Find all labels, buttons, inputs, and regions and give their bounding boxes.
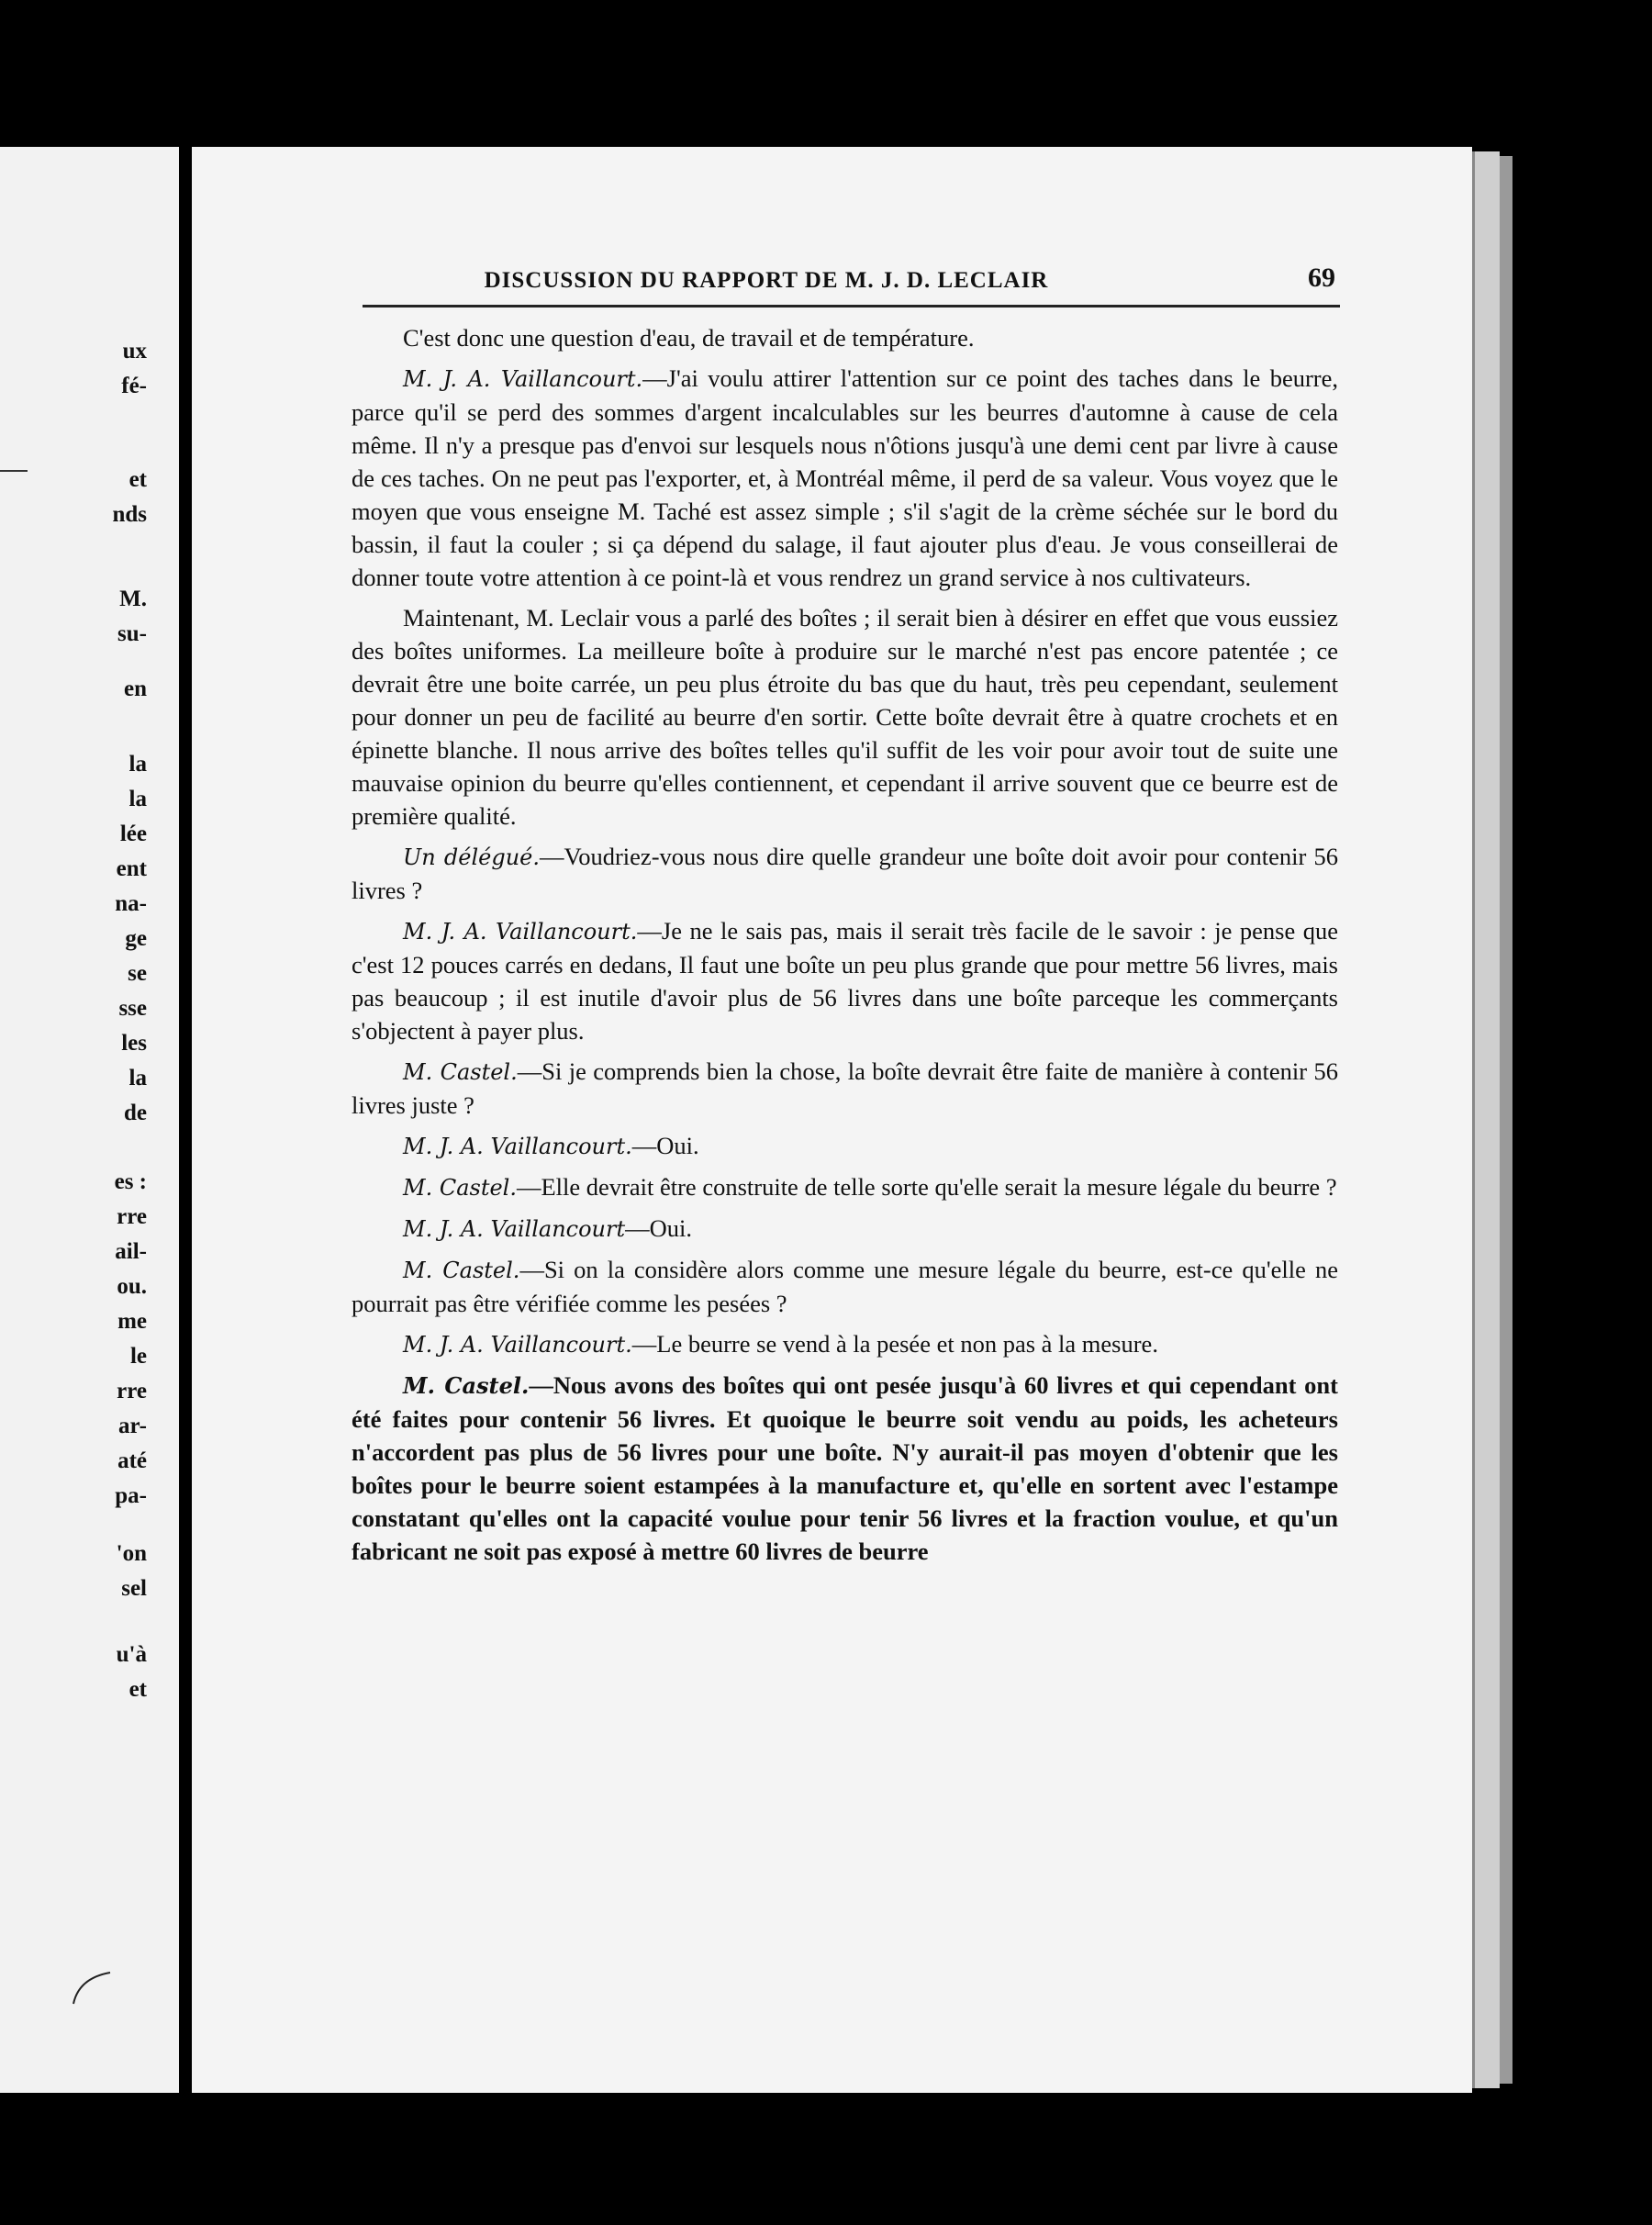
- paragraph-text: —Oui.: [631, 1132, 699, 1159]
- pencil-mark-icon: [72, 1969, 113, 2006]
- running-title: DISCUSSION DU RAPPORT DE M. J. D. LECLAIR: [484, 268, 1049, 293]
- paragraph: [352, 1369, 1338, 1568]
- facing-page-text-fragments: [0, 147, 147, 2093]
- facing-page-fragment: de: [124, 1101, 147, 1125]
- facing-page-fragment: et: [128, 1677, 147, 1702]
- speaker-name: M. J. A. Vaillancourt.: [403, 1134, 632, 1159]
- page-edge-shadow: [1500, 156, 1512, 2084]
- facing-page-fragment: pa-: [115, 1483, 147, 1508]
- facing-page-fragment: 'on: [116, 1541, 147, 1566]
- facing-page-fragment: na-: [115, 891, 147, 916]
- header-rule: [363, 305, 1340, 307]
- facing-page-fragment: rre: [117, 1204, 147, 1229]
- facing-page-fragment: le: [129, 1344, 147, 1369]
- facing-page-fragment: su-: [117, 621, 147, 646]
- facing-page-fragment: ge: [125, 926, 147, 951]
- paragraph: [352, 1170, 1338, 1204]
- paragraph: [352, 362, 1338, 594]
- facing-page-fragment: ar-: [118, 1414, 147, 1438]
- speaker-name: M. J. A. Vaillancourt.: [403, 919, 638, 945]
- paragraph-text: —Le beurre se vend à la pesée et non pas à la mesure.: [631, 1330, 1158, 1358]
- facing-page-fragment: ail-: [115, 1239, 147, 1264]
- paragraph: [352, 1129, 1338, 1163]
- facing-page-fragment: lée: [119, 822, 147, 846]
- paragraph-text: Maintenant, M. Leclair vous a parlé des boîtes ; il serait bien à désirer en effet que vous eussiez des boîtes uniformes. La meilleure boîte à produire sur le marché n'est pas encore patentée ; ce devrait être une boite carrée, un peu plus étroite du bas que du haut, très peu cependant, seulement pour donner un peu de facilité au beurre d'en sortir. Cette boîte devrait être à quatre crochets et en épinette blanche. Il nous arrive des boîtes telles qu'il suffit de les voir pour avoir tout de suite une mauvaise opinion du beurre qu'elles contiennent, et cependant il arrive souvent que ce beurre est de première qualité.: [352, 604, 1338, 830]
- facing-page-fragment: nds: [112, 502, 147, 527]
- paragraph-text: —Je ne le sais pas, mais il serait très facile de le savoir : je pense que c'est 12 pouces carrés en dedans, Il faut une boîte un peu plus grande que pour mettre 56 livres, mais pas beaucoup ; il est inutile d'avoir plus de 56 livres dans une boîte parceque les commerçants s'objectent à payer plus.: [352, 917, 1339, 1045]
- book-gutter: [179, 147, 192, 2093]
- facing-page-fragment: la: [128, 1066, 147, 1090]
- paragraph: [352, 601, 1338, 833]
- speaker-name: M. J. A. Vaillancourt.: [403, 366, 643, 392]
- paragraph-text: —Si on la considère alors comme une mesure légale du beurre, est-ce qu'elle ne pourrait pas être vérifiée comme les pesées ?: [352, 1256, 1338, 1317]
- paragraph: [352, 1055, 1338, 1122]
- speaker-name: M. J. A. Vaillancourt: [403, 1216, 626, 1242]
- facing-page-fragment: es :: [114, 1169, 147, 1194]
- facing-page-fragment: rre: [117, 1379, 147, 1403]
- speaker-name: M. Castel.: [403, 1258, 520, 1283]
- page-edge: [1472, 151, 1500, 2088]
- paragraph-text: —Oui.: [625, 1214, 693, 1242]
- facing-page-fragment: me: [117, 1309, 147, 1334]
- facing-page-fragment: M.: [119, 587, 147, 611]
- paragraph: [352, 1212, 1338, 1246]
- page-number: 69: [1308, 263, 1335, 293]
- speaker-name: M. J. A. Vaillancourt.: [403, 1332, 632, 1358]
- facing-page-fragment: sel: [121, 1576, 147, 1601]
- facing-page-fragment: sse: [118, 996, 147, 1021]
- paragraph: [352, 321, 1338, 354]
- facing-page: [0, 147, 179, 2093]
- facing-page-fragment: la: [128, 787, 147, 811]
- facing-page-fragment: ux: [122, 339, 147, 363]
- facing-page-fragment: fé-: [121, 374, 147, 398]
- paragraph-text: —Voudriez-vous nous dire quelle grandeur une boîte doit avoir pour contenir 56 livres ?: [352, 843, 1338, 904]
- paragraph-text: C'est donc une question d'eau, de travail et de température.: [403, 324, 975, 352]
- facing-page-fragment: la: [128, 752, 147, 777]
- paragraph-text: —Si je comprends bien la chose, la boîte devrait être faite de manière à contenir 56 livres juste ?: [352, 1057, 1338, 1119]
- paragraph-text: —Nous avons des boîtes qui ont pesée jusqu'à 60 livres et qui cependant ont été faites pour contenir 56 livres. Et quoique le beurre soit vendu au poids, les acheteurs n'accordent pas plus de 56 livres pour une boîte. N'y aurait-il pas moyen d'obtenir que les boîtes pour le beurre soient estampées à la manufacture et, qu'elle en sortent avec l'estampe constatant qu'elles ont la capacité voulue pour tenir 56 livres et la fraction voulue, et qu'un fabricant ne soit pas exposé à mettre 60 livres de beurre: [352, 1371, 1338, 1565]
- speaker-name: M. Castel.: [403, 1175, 517, 1201]
- paragraph-text: —J'ai voulu attirer l'attention sur ce point des taches dans le beurre, parce qu'il se perd des sommes d'argent incalculables sur les beurres d'automne à cause de cela même. Il n'y a presque pas d'envoi sur lesquels nous n'ôtions jusqu'à une demi cent par livre à cause de ces taches. On ne peut pas l'exporter, et, à Montréal même, il perd de sa valeur. Vous voyez que le moyen que vous enseigne M. Taché est assez simple ; s'il s'agit de la crème séchée sur le bord du bassin, il faut la couler ; si ça dépend du salage, il faut ajouter plus d'eau. Je vous conseillerai de donner toute votre attention à ce point-là et vous rendrez un grand service à nos cultivateurs.: [352, 364, 1338, 591]
- paragraph-text: —Elle devrait être construite de telle sorte qu'elle serait la mesure légale du beurre ?: [516, 1173, 1337, 1201]
- body-text: [352, 321, 1338, 1575]
- paragraph: [352, 1327, 1338, 1361]
- facing-page-rule: [0, 470, 28, 472]
- paragraph: [352, 914, 1338, 1047]
- facing-page-fragment: en: [124, 676, 147, 701]
- speaker-name: Un délégué.: [403, 844, 541, 870]
- speaker-name: M. Castel.: [403, 1372, 530, 1399]
- paragraph: [352, 840, 1338, 907]
- facing-page-fragment: u'à: [116, 1642, 147, 1667]
- facing-page-fragment: les: [121, 1031, 147, 1056]
- paragraph: [352, 1253, 1338, 1320]
- page-header: [363, 257, 1335, 303]
- facing-page-fragment: ou.: [117, 1274, 147, 1299]
- facing-page-fragment: ent: [116, 856, 147, 881]
- facing-page-fragment: et: [128, 467, 147, 492]
- speaker-name: M. Castel.: [403, 1059, 518, 1085]
- facing-page-fragment: até: [117, 1448, 147, 1473]
- facing-page-fragment: se: [128, 961, 147, 986]
